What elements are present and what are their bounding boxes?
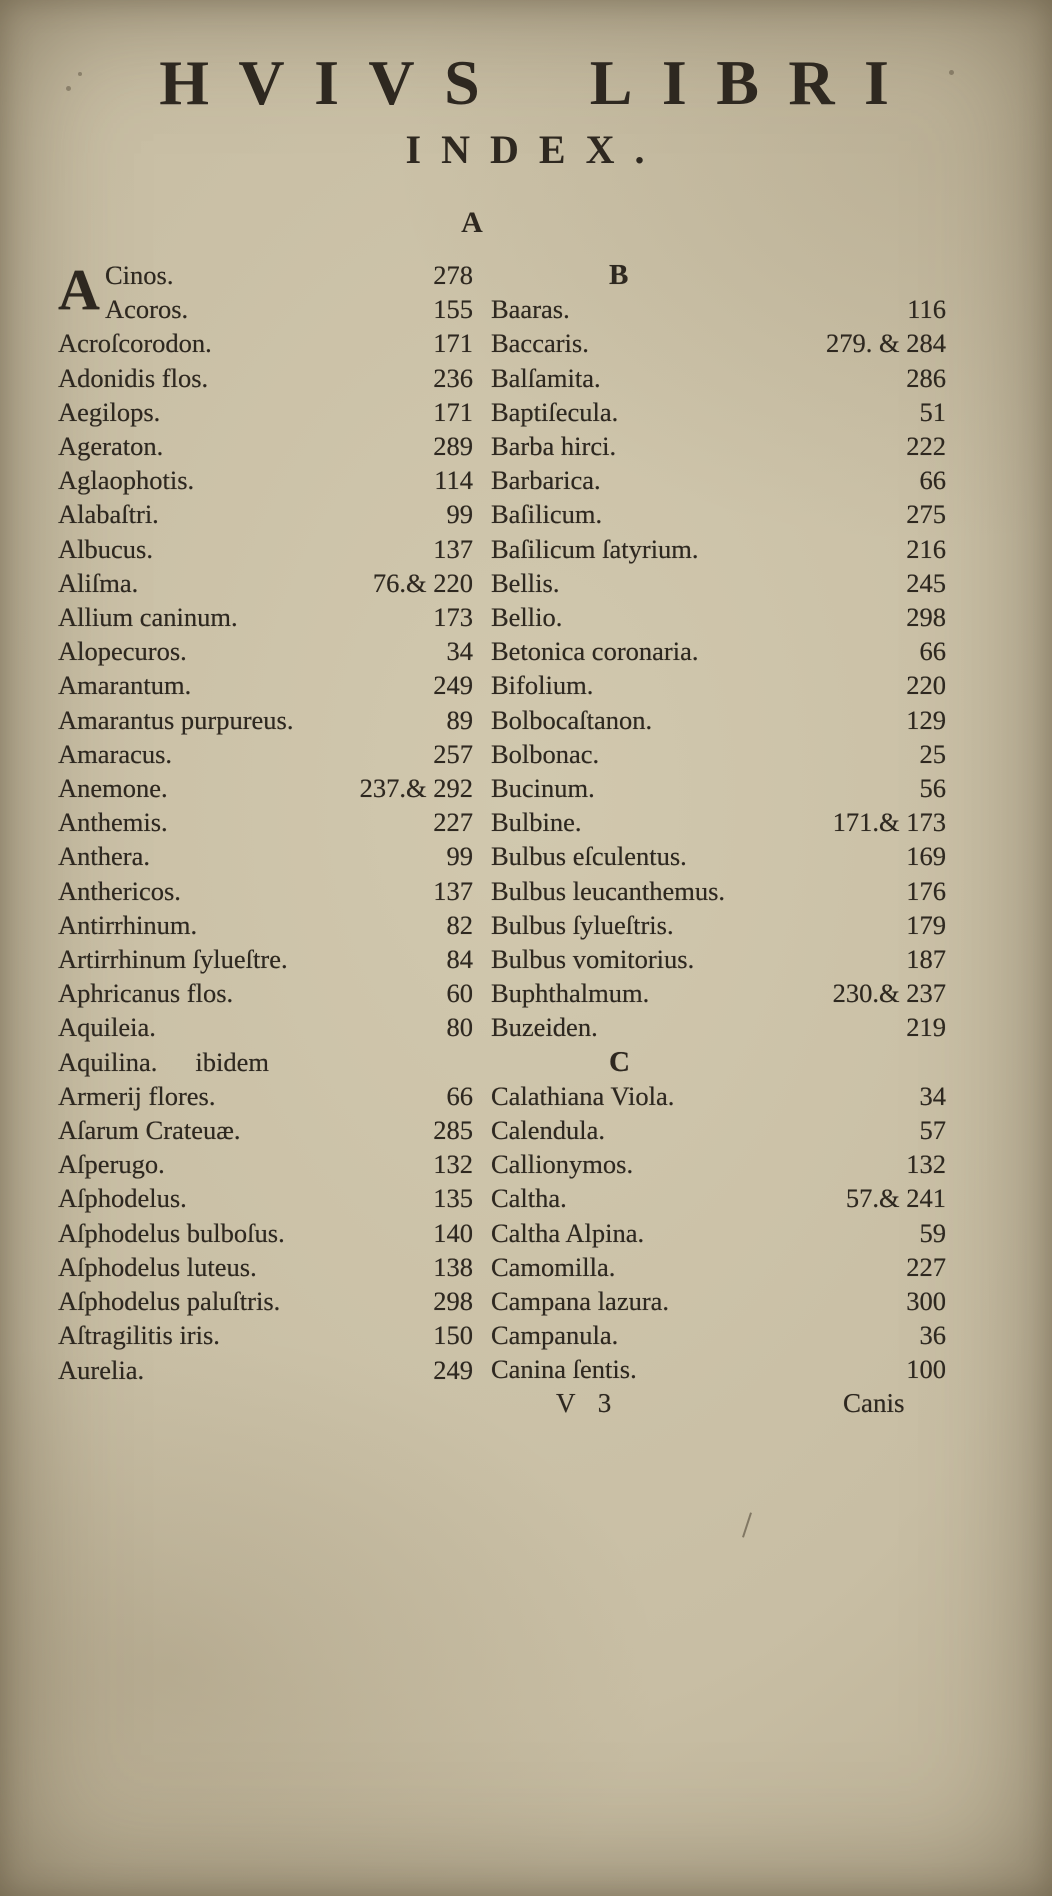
entry-page-number: 137 xyxy=(433,875,473,906)
entry-page-number: 99 xyxy=(446,841,473,872)
index-entry xyxy=(491,292,946,326)
index-entry xyxy=(58,874,473,908)
entry-name: Aſarum Crateuæ. xyxy=(58,1115,241,1146)
entries-a-list xyxy=(58,326,473,1386)
index-entry xyxy=(58,1216,473,1250)
entry-page-number: 236 xyxy=(433,362,473,393)
index-entry xyxy=(58,1147,473,1181)
entry-name: Albucus. xyxy=(58,533,153,564)
section-header-b: B xyxy=(609,259,629,291)
entry-page-number: 155 xyxy=(433,294,473,325)
entry-name: Aquilina. xyxy=(58,1046,158,1077)
index-columns xyxy=(58,258,946,1387)
entry-name: Buphthalmum. xyxy=(491,978,650,1009)
entry-name: Caltha. xyxy=(491,1183,567,1214)
entry-name: Bucinum. xyxy=(491,773,595,804)
entry-name: Artirrhinum ſylueſtre. xyxy=(58,944,288,975)
index-entry xyxy=(491,942,946,976)
entry-page-number: 56 xyxy=(919,773,946,804)
entry-page-number: 245 xyxy=(906,567,946,598)
index-entry xyxy=(58,395,473,429)
entry-name: Aphricanus flos. xyxy=(58,978,234,1009)
index-entry xyxy=(105,292,473,326)
index-entry xyxy=(491,1079,946,1113)
entry-page-number: 66 xyxy=(919,465,946,496)
index-entry xyxy=(491,1284,946,1318)
entry-page-number: 176 xyxy=(906,875,946,906)
entry-name: Alopecuros. xyxy=(58,636,187,667)
entry-name: Baſilicum ſatyrium. xyxy=(491,533,699,564)
entry-page-number: 36 xyxy=(919,1320,946,1351)
entry-page-number: 84 xyxy=(446,944,473,975)
drop-cap-a: A xyxy=(58,257,100,322)
entries-c-list xyxy=(491,1079,946,1387)
entry-name: Amaracus. xyxy=(58,738,173,769)
entry-name: Bellis. xyxy=(491,567,560,598)
index-entry xyxy=(58,1079,473,1113)
index-entry xyxy=(491,429,946,463)
entry-page-number: 116 xyxy=(907,294,946,325)
index-entry xyxy=(491,497,946,531)
stray-ink-mark xyxy=(742,1512,752,1537)
index-entry xyxy=(491,634,946,668)
index-entry xyxy=(491,1113,946,1147)
entry-page-number: 249 xyxy=(433,670,473,701)
index-entry xyxy=(58,1113,473,1147)
index-entry xyxy=(58,1250,473,1284)
entry-name: Barba hirci. xyxy=(491,431,617,461)
entry-page-number: 300 xyxy=(906,1286,946,1317)
entry-name: Bolbocaſtanon. xyxy=(491,704,653,735)
entry-page-number: 279. & 284 xyxy=(826,328,946,359)
index-entry xyxy=(58,429,473,463)
index-entry xyxy=(58,497,473,531)
entry-name: Bulbus ſylueſtris. xyxy=(491,909,674,940)
entry-page-number: 171 xyxy=(433,396,473,427)
entry-page-number: 257 xyxy=(433,738,473,769)
index-title: INDEX. xyxy=(405,127,665,172)
entry-page-number: 298 xyxy=(906,602,946,633)
entry-page-number: 171 xyxy=(433,328,473,359)
entry-name: Bulbus eſculentus. xyxy=(491,841,687,872)
entry-name: Cinos. xyxy=(105,260,174,290)
index-entry xyxy=(491,874,946,908)
entry-name: Antirrhinum. xyxy=(58,909,198,940)
entry-name: Aſphodelus bulboſus. xyxy=(58,1217,285,1248)
entry-name: Aſphodelus. xyxy=(58,1183,187,1214)
dropcap-block xyxy=(58,258,473,326)
entry-name: Aſphodelus paluſtris. xyxy=(58,1286,281,1317)
index-entry xyxy=(58,1010,473,1044)
index-entry xyxy=(491,395,946,429)
entry-page-number: 140 xyxy=(433,1217,473,1248)
entry-name: Acoros. xyxy=(105,294,189,325)
index-entry xyxy=(58,532,473,566)
entry-name: Aſphodelus luteus. xyxy=(58,1251,257,1282)
entry-page-number: 132 xyxy=(433,1149,473,1180)
entry-page-number: 132 xyxy=(906,1149,946,1180)
entry-page-number: 57.& 241 xyxy=(845,1183,946,1214)
index-entry xyxy=(491,566,946,600)
entry-page-number: 114 xyxy=(434,465,473,496)
entry-page-number: 59 xyxy=(919,1217,946,1248)
index-entry xyxy=(491,976,946,1010)
entry-page-number: 286 xyxy=(906,362,946,393)
entry-name: Bulbus vomitorius. xyxy=(491,944,695,975)
catchword: Canis xyxy=(843,1388,905,1418)
index-entry xyxy=(491,1216,946,1250)
entry-name: Aſperugo. xyxy=(58,1149,165,1180)
entry-name: Ageraton. xyxy=(58,431,164,462)
entry-page-number: 82 xyxy=(446,909,473,940)
index-entry xyxy=(491,839,946,873)
entry-name: Callionymos. xyxy=(491,1149,634,1180)
index-entry xyxy=(58,326,473,360)
entry-page-number: 34 xyxy=(446,636,473,667)
entry-name: Calendula. xyxy=(491,1115,606,1146)
entry-page-number: 76.& 220 xyxy=(372,567,473,598)
index-entry xyxy=(58,703,473,737)
index-entry xyxy=(58,1284,473,1318)
entry-page-number: 137 xyxy=(433,533,473,564)
index-entry xyxy=(58,463,473,497)
index-entry xyxy=(58,839,473,873)
index-entry xyxy=(491,668,946,702)
entry-page-number: 187 xyxy=(906,944,946,975)
dropcap-entries xyxy=(105,258,473,326)
entry-name: Baptiſecula. xyxy=(491,396,619,427)
entry-name: Calathiana Viola. xyxy=(491,1080,675,1111)
index-entry xyxy=(58,566,473,600)
entry-name: Amarantum. xyxy=(58,670,192,701)
entry-name: Anthericos. xyxy=(58,875,181,906)
entry-name: Anthera. xyxy=(58,841,150,872)
entry-page-number: 285 xyxy=(433,1115,473,1146)
index-entry xyxy=(491,1181,946,1215)
entry-page-number: 249 xyxy=(433,1354,473,1385)
entry-page-number: 278 xyxy=(433,260,473,290)
entry-page-number: 220 xyxy=(906,670,946,701)
index-entry xyxy=(491,326,946,360)
entry-page-number: 25 xyxy=(919,738,946,769)
index-entry xyxy=(58,668,473,702)
entry-page-number: 34 xyxy=(919,1080,946,1111)
entry-page-number: 100 xyxy=(906,1354,946,1385)
entry-page-number: 179 xyxy=(906,909,946,940)
index-entry xyxy=(491,703,946,737)
index-entry xyxy=(491,361,946,395)
index-column-right xyxy=(491,258,946,1387)
entry-page-number: 60 xyxy=(446,978,473,1009)
entry-name: Baaras. xyxy=(491,294,570,325)
entry-name: Bellio. xyxy=(491,602,563,633)
section-header-c: C xyxy=(609,1045,630,1078)
entry-page-number: 138 xyxy=(433,1251,473,1282)
entry-cross-reference: ibidem xyxy=(195,1046,269,1077)
index-entry xyxy=(58,600,473,634)
index-entry xyxy=(58,1353,473,1387)
entry-page-number: 173 xyxy=(433,602,473,633)
entry-name: Bifolium. xyxy=(491,670,594,701)
entry-page-number: 230.& 237 xyxy=(832,978,946,1009)
index-entry xyxy=(491,1250,946,1284)
entry-page-number: 135 xyxy=(433,1183,473,1214)
entry-page-number: 222 xyxy=(906,431,946,461)
index-entry xyxy=(105,258,473,292)
entry-name: Aſtragilitis iris. xyxy=(58,1320,220,1351)
entry-page-number: 298 xyxy=(433,1286,473,1317)
entry-name: Anthemis. xyxy=(58,807,168,838)
entry-page-number: 227 xyxy=(433,807,473,838)
entry-name: Camomilla. xyxy=(491,1251,616,1282)
entry-name: Aurelia. xyxy=(58,1354,145,1385)
entry-name: Aegilops. xyxy=(58,396,161,427)
entry-page-number: 171.& 173 xyxy=(832,807,946,838)
book-title: HVIVS LIBRI xyxy=(159,47,919,118)
index-entry xyxy=(58,805,473,839)
entry-page-number: 80 xyxy=(446,1012,473,1043)
entry-name: Caltha Alpina. xyxy=(491,1217,645,1248)
entry-name: Campanula. xyxy=(491,1320,619,1351)
entry-page-number: 150 xyxy=(433,1320,473,1351)
entries-b-list xyxy=(491,292,946,1044)
index-column-left xyxy=(58,258,473,1387)
entry-name: Buzeiden. xyxy=(491,1012,598,1043)
index-entry xyxy=(491,908,946,942)
index-entry xyxy=(491,463,946,497)
index-entry xyxy=(58,942,473,976)
entry-name: Allium caninum. xyxy=(58,602,238,633)
signature-mark: V 3 xyxy=(556,1388,612,1418)
entry-name: Bulbine. xyxy=(491,807,582,838)
index-entry xyxy=(58,976,473,1010)
entry-name: Aquileia. xyxy=(58,1012,156,1043)
entry-name: Baccaris. xyxy=(491,328,589,359)
entry-name: Bulbus leucanthemus. xyxy=(491,875,726,906)
entry-name: Armerij flores. xyxy=(58,1080,216,1111)
entry-page-number: 66 xyxy=(919,636,946,667)
entry-name: Betonica coronaria. xyxy=(491,636,699,667)
entry-name: Barbarica. xyxy=(491,465,601,496)
entry-name: Anemone. xyxy=(58,773,168,804)
entry-name: Aglaophotis. xyxy=(58,465,195,496)
index-entry xyxy=(491,805,946,839)
entry-name: Adonidis flos. xyxy=(58,362,209,393)
index-entry xyxy=(58,1045,473,1079)
entry-name: Balſamita. xyxy=(491,362,601,393)
entry-page-number: 289 xyxy=(433,431,473,462)
entry-name: Baſilicum. xyxy=(491,499,603,530)
index-entry xyxy=(58,1181,473,1215)
section-header-a: A xyxy=(461,206,483,239)
entry-name: Bolbonac. xyxy=(491,738,600,769)
entry-page-number: 219 xyxy=(906,1012,946,1043)
entry-name: Aliſma. xyxy=(58,567,139,598)
index-entry xyxy=(491,532,946,566)
entry-name: Amarantus purpureus. xyxy=(58,704,294,735)
entry-page-number: 227 xyxy=(906,1251,946,1282)
index-entry xyxy=(58,1318,473,1352)
entry-page-number: 275 xyxy=(906,499,946,530)
index-entry xyxy=(58,634,473,668)
entry-page-number: 66 xyxy=(446,1080,473,1111)
entry-page-number: 99 xyxy=(446,499,473,530)
index-entry xyxy=(58,908,473,942)
entry-name: Alabaſtri. xyxy=(58,499,159,530)
entry-page-number: 51 xyxy=(919,396,946,427)
index-entry xyxy=(58,771,473,805)
index-entry xyxy=(491,771,946,805)
entry-page-number: 216 xyxy=(906,533,946,564)
index-entry xyxy=(491,1010,946,1044)
index-entry xyxy=(491,600,946,634)
entry-page-number: 129 xyxy=(906,704,946,735)
index-entry xyxy=(58,737,473,771)
entry-name: Canina ſentis. xyxy=(491,1354,637,1385)
entry-name: Acroſcorodon. xyxy=(58,328,212,359)
entry-page-number: 57 xyxy=(919,1115,946,1146)
index-entry xyxy=(491,1147,946,1181)
entry-page-number: 237.& 292 xyxy=(359,773,473,804)
index-entry xyxy=(58,361,473,395)
index-entry xyxy=(491,737,946,771)
index-entry xyxy=(491,1352,946,1386)
entry-page-number: 89 xyxy=(446,704,473,735)
index-entry xyxy=(491,1318,946,1352)
entry-name: Campana lazura. xyxy=(491,1286,670,1317)
entry-page-number: 169 xyxy=(906,841,946,872)
